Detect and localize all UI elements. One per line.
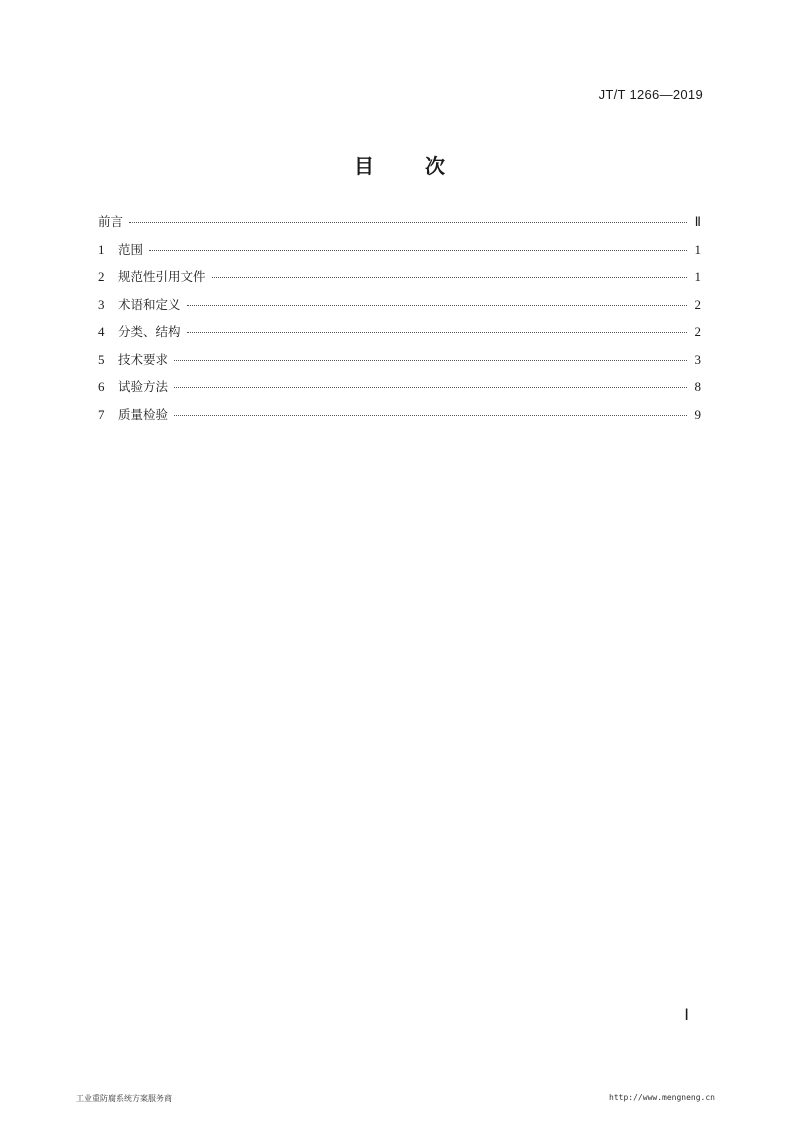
footer-url-link[interactable]: http://www.mengneng.cn (609, 1093, 715, 1102)
toc-leader-dots (149, 250, 687, 251)
toc-entry-number: 1 (98, 241, 105, 257)
toc-entry-page: Ⅱ (694, 214, 701, 229)
toc-entry-label: 质量检验 (118, 406, 169, 422)
page-title-char-1: 目 (354, 154, 377, 178)
toc-entry-6[interactable] (98, 377, 701, 405)
toc-entry-label: 规范性引用文件 (118, 269, 206, 284)
toc-entry-page: 9 (694, 406, 701, 422)
toc-entry-label: 前言 (98, 214, 124, 229)
toc-entry-5[interactable] (98, 350, 701, 378)
toc-entry-label: 技术要求 (118, 351, 169, 367)
toc-entry-number: 2 (98, 269, 105, 284)
toc-entry-number: 4 (98, 324, 105, 339)
toc-entry-number: 5 (98, 351, 105, 367)
toc-entry-label: 试验方法 (118, 379, 169, 394)
toc-leader-dots (129, 222, 687, 223)
toc-entry-page: 1 (694, 241, 701, 257)
page-title (0, 150, 801, 179)
table-of-contents (98, 212, 701, 432)
toc-entry-2[interactable] (98, 267, 701, 295)
toc-entry-page: 2 (694, 296, 701, 312)
toc-entry-page: 2 (694, 324, 701, 339)
toc-entry-foreword[interactable] (98, 212, 701, 240)
page-number: Ⅰ (684, 1007, 689, 1024)
toc-entry-7[interactable] (98, 405, 701, 433)
standard-code: JT/T 1266—2019 (598, 87, 703, 102)
toc-entry-page: 8 (694, 379, 701, 394)
toc-leader-dots (174, 360, 687, 361)
toc-entry-page: 3 (694, 351, 701, 367)
toc-leader-dots (174, 387, 687, 388)
toc-entry-page: 1 (694, 269, 701, 284)
toc-leader-dots (187, 332, 687, 333)
toc-entry-3[interactable] (98, 295, 701, 323)
page-title-char-2: 次 (424, 154, 447, 178)
toc-leader-dots (212, 277, 687, 278)
toc-entry-label: 术语和定义 (118, 296, 181, 312)
toc-entry-number: 7 (98, 406, 105, 422)
toc-entry-1[interactable] (98, 240, 701, 268)
toc-entry-label: 分类、结构 (118, 324, 181, 339)
toc-leader-dots (174, 415, 687, 416)
toc-entry-number: 3 (98, 296, 105, 312)
toc-leader-dots (187, 305, 687, 306)
footer-company-text: 工业重防腐系统方案服务商 (76, 1094, 172, 1103)
toc-entry-label: 范围 (118, 241, 144, 257)
toc-entry-number: 6 (98, 379, 105, 394)
toc-entry-4[interactable] (98, 322, 701, 350)
